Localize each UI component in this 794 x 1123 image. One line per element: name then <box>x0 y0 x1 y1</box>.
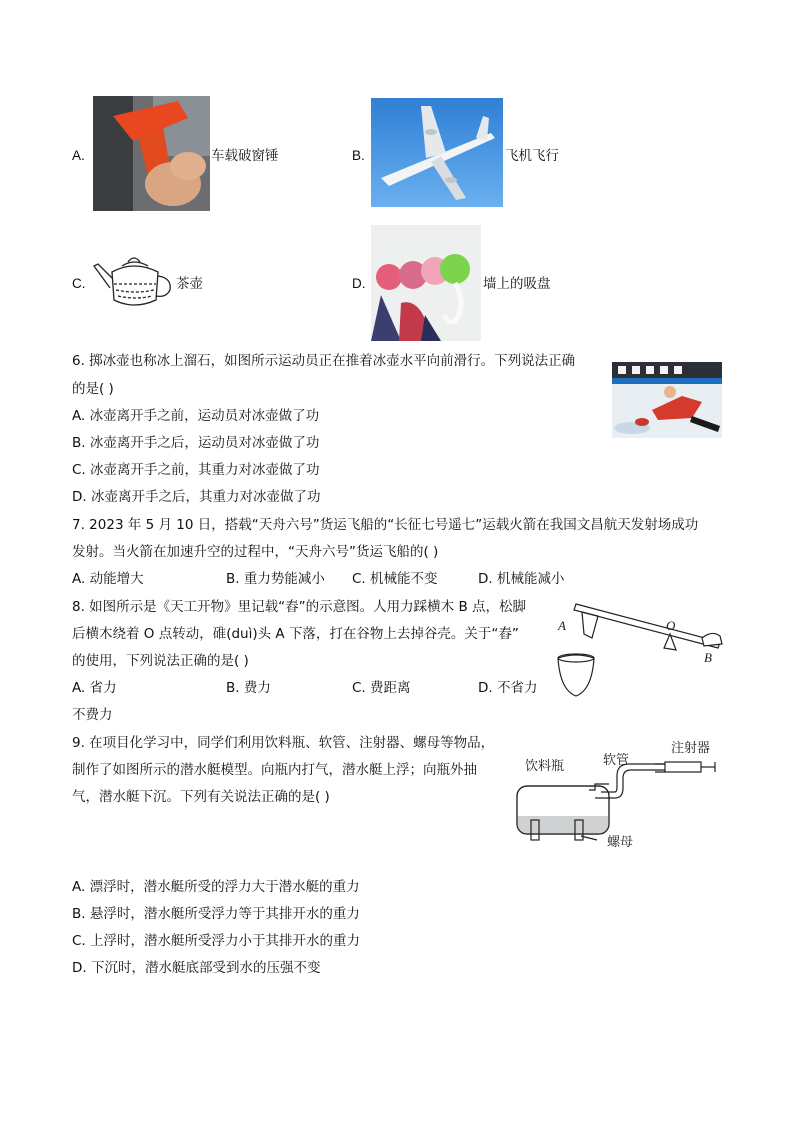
q6-option-d: D. 冰壶离开手之后，其重力对冰壶做了功 <box>72 489 321 505</box>
q5-option-b-caption: 飞机飞行 <box>505 148 559 164</box>
q9-label-syringe: 注射器 <box>671 740 711 755</box>
q8-stem-line2: 后横木绕着 O 点转动，碓(duì)头 A 下落，打在谷物上去掉谷壳。关于“舂” <box>72 626 519 642</box>
q8-stem-line1: 8. 如图所示是《天工开物》里记载“舂”的示意图。人用力踩横木 B 点，松脚 <box>72 599 527 615</box>
q9-option-d: D. 下沉时，潜水艇底部受到水的压强不变 <box>72 960 321 976</box>
q7-option-b: B. 重力势能减小 <box>226 571 325 587</box>
q9-option-a: A. 漂浮时，潜水艇所受的浮力大于潜水艇的重力 <box>72 879 360 895</box>
q5-option-a-caption: 车载破窗锤 <box>211 148 279 164</box>
q9-submarine-diagram <box>505 736 723 854</box>
q8-option-c: C. 费距离 <box>352 680 411 696</box>
q7-option-a: A. 动能增大 <box>72 571 144 587</box>
q9-label-nut: 螺母 <box>607 834 634 849</box>
q8-option-d: D. 不省力 <box>478 680 538 696</box>
q9-option-c: C. 上浮时，潜水艇所受浮力小于其排开水的重力 <box>72 933 361 949</box>
q7-option-d: D. 机械能减小 <box>478 571 565 587</box>
q8-lever-diagram <box>552 598 724 700</box>
q5-option-d-caption: 墙上的吸盘 <box>483 276 551 292</box>
q6-option-c: C. 冰壶离开手之前，其重力对冰壶做了功 <box>72 462 320 478</box>
q7-stem-line1: 7. 2023 年 5 月 10 日，搭载“天舟六号”货运飞船的“长征七号遥七”运载火箭在我国文昌航天发射场成功 <box>72 517 699 533</box>
curling-photo <box>612 362 722 438</box>
q9-label-tube: 软管 <box>603 752 630 767</box>
q8-option-d-wrap: 不费力 <box>72 707 113 723</box>
q9-stem-line1: 9. 在项目化学习中，同学们利用饮料瓶、软管、注射器、螺母等物品， <box>72 735 495 751</box>
q9-stem-line3: 气，潜水艇下沉。下列有关说法正确的是( ) <box>72 789 330 805</box>
q5-option-c-letter: C. <box>72 276 86 291</box>
q8-label-b: B <box>704 650 712 665</box>
q7-stem-line2: 发射。当火箭在加速升空的过程中，“天舟六号”货运飞船的( ) <box>72 544 439 560</box>
q6-stem-line2: 的是( ) <box>72 381 114 397</box>
suction-cup-hooks-photo <box>371 225 481 341</box>
q5-option-a-letter: A. <box>72 148 85 163</box>
q6-stem-line1: 6. 掷冰壶也称冰上溜石，如图所示运动员正在推着冰壶水平向前滑行。下列说法正确 <box>72 353 576 369</box>
q8-label-a: A <box>558 618 566 633</box>
q9-label-bottle: 饮料瓶 <box>525 758 565 773</box>
q6-option-b: B. 冰壶离开手之后，运动员对冰壶做了功 <box>72 435 320 451</box>
airplane-photo <box>371 98 503 207</box>
q8-label-o: O <box>666 618 676 633</box>
q5-option-c-caption: 茶壶 <box>176 276 203 292</box>
q8-option-a: A. 省力 <box>72 680 117 696</box>
q7-option-c: C. 机械能不变 <box>352 571 438 587</box>
q9-stem-line2: 制作了如图所示的潜水艇模型。向瓶内打气，潜水艇上浮；向瓶外抽 <box>72 762 477 778</box>
q8-option-b: B. 费力 <box>226 680 271 696</box>
q5-option-d-letter: D. <box>352 276 366 291</box>
teapot-drawing <box>92 250 176 312</box>
q6-option-a: A. 冰壶离开手之前，运动员对冰壶做了功 <box>72 408 320 424</box>
q9-option-b: B. 悬浮时，潜水艇所受浮力等于其排开水的重力 <box>72 906 360 922</box>
q8-stem-line3: 的使用，下列说法正确的是( ) <box>72 653 249 669</box>
safety-hammer-photo <box>93 96 210 211</box>
q5-option-b-letter: B. <box>352 148 365 163</box>
